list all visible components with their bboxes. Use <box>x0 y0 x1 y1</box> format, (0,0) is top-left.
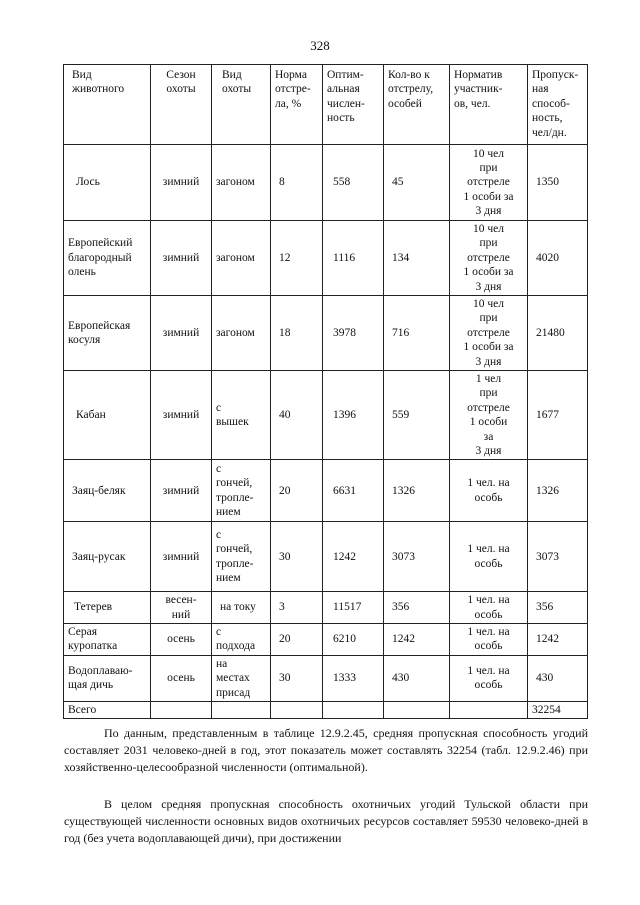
paragraph-1: По данным, представленным в таблице 12.9.2.45, средняя пропускная способность угодий составляет 2031 человеко-дней в год, этот показатель может составлять 32254 (табл. 12.9.2.46) при хозяйственно-целесообразной численности (оптимальной). <box>64 726 588 774</box>
cell-method: с гончей, тропле- нием <box>212 522 271 592</box>
cell-capacity: 4020 <box>528 221 588 296</box>
cell-rate: 30 <box>271 522 323 592</box>
total-value: 32254 <box>528 701 588 718</box>
table-row <box>64 460 588 522</box>
cell-season: зимний <box>151 145 212 221</box>
cell-method: с гончей, тропле- нием <box>212 460 271 522</box>
cell-participants: 1 чел. на особь <box>450 624 528 656</box>
header-animal: Вид животного <box>64 65 151 145</box>
cell-quota: 356 <box>384 592 450 624</box>
cell-optimal: 11517 <box>323 592 384 624</box>
cell-animal: Заяц-русак <box>64 522 151 592</box>
cell-animal: Кабан <box>64 371 151 460</box>
cell-optimal: 558 <box>323 145 384 221</box>
cell-optimal: 3978 <box>323 296 384 371</box>
cell-optimal: 1116 <box>323 221 384 296</box>
cell-participants: 10 чел при отстреле 1 особи за 3 дня <box>450 145 528 221</box>
page-number: 328 <box>310 38 330 53</box>
cell-rate: 30 <box>271 655 323 701</box>
cell-participants: 1 чел. на особь <box>450 592 528 624</box>
cell-rate: 20 <box>271 460 323 522</box>
cell-participants: 10 чел при отстреле 1 особи за 3 дня <box>450 296 528 371</box>
table-header-row <box>64 65 588 145</box>
cell-method: загоном <box>212 145 271 221</box>
cell-animal: Серая куропатка <box>64 624 151 656</box>
cell-animal: Водоплаваю- щая дичь <box>64 655 151 701</box>
cell-season: осень <box>151 624 212 656</box>
cell-animal: Тетерев <box>64 592 151 624</box>
table-row <box>64 522 588 592</box>
cell-optimal: 1242 <box>323 522 384 592</box>
cell-quota: 45 <box>384 145 450 221</box>
cell-participants: 1 чел при отстреле 1 особи за 3 дня <box>450 371 528 460</box>
cell-optimal: 6210 <box>323 624 384 656</box>
cell-quota: 134 <box>384 221 450 296</box>
cell-rate: 12 <box>271 221 323 296</box>
cell-participants: 10 чел при отстреле 1 особи за 3 дня <box>450 221 528 296</box>
cell-method: с подхода <box>212 624 271 656</box>
cell-participants: 1 чел. на особь <box>450 655 528 701</box>
header-season: Сезон охоты <box>151 65 212 145</box>
cell-season: зимний <box>151 296 212 371</box>
cell-season: зимний <box>151 460 212 522</box>
cell-quota: 716 <box>384 296 450 371</box>
cell-capacity: 1242 <box>528 624 588 656</box>
cell-participants: 1 чел. на особь <box>450 460 528 522</box>
table-row <box>64 592 588 624</box>
cell-rate: 40 <box>271 371 323 460</box>
cell-rate: 18 <box>271 296 323 371</box>
paragraph-2: В целом средняя пропускная способность охотничьих угодий Тульской области при существующей численности основных видов охотничьих ресурсов составляет 59530 человеко-дней в год (без учета водоплавающей дичи), при достижении <box>64 797 588 845</box>
cell-quota: 1242 <box>384 624 450 656</box>
cell-quota: 559 <box>384 371 450 460</box>
header-participants: Норматив участник- ов, чел. <box>450 65 528 145</box>
cell-capacity: 1326 <box>528 460 588 522</box>
total-label: Всего <box>64 701 151 718</box>
table-row <box>64 624 588 656</box>
cell-capacity: 21480 <box>528 296 588 371</box>
cell-optimal: 1396 <box>323 371 384 460</box>
table-row <box>64 371 588 460</box>
table-row <box>64 655 588 701</box>
cell-animal: Лось <box>64 145 151 221</box>
header-rate: Норма отстре- ла, % <box>271 65 323 145</box>
cell-quota: 430 <box>384 655 450 701</box>
cell-season: весен- ний <box>151 592 212 624</box>
cell-method: загоном <box>212 221 271 296</box>
cell-animal: Заяц-беляк <box>64 460 151 522</box>
table-row <box>64 221 588 296</box>
hunting-capacity-table <box>63 64 588 719</box>
cell-rate: 20 <box>271 624 323 656</box>
cell-season: зимний <box>151 522 212 592</box>
header-capacity: Пропуск- ная способ- ность, чел/дн. <box>528 65 588 145</box>
header-method: Вид охоты <box>212 65 271 145</box>
cell-capacity: 356 <box>528 592 588 624</box>
table-total-row <box>64 701 588 718</box>
cell-participants: 1 чел. на особь <box>450 522 528 592</box>
cell-capacity: 1350 <box>528 145 588 221</box>
cell-method: с вышек <box>212 371 271 460</box>
header-quota: Кол-во к отстрелу, особей <box>384 65 450 145</box>
cell-capacity: 1677 <box>528 371 588 460</box>
table-row <box>64 296 588 371</box>
cell-rate: 8 <box>271 145 323 221</box>
cell-capacity: 430 <box>528 655 588 701</box>
cell-rate: 3 <box>271 592 323 624</box>
cell-animal: Европейский благородный олень <box>64 221 151 296</box>
cell-animal: Европейская косуля <box>64 296 151 371</box>
cell-optimal: 1333 <box>323 655 384 701</box>
cell-method: на местах присад <box>212 655 271 701</box>
table-row <box>64 145 588 221</box>
cell-season: зимний <box>151 221 212 296</box>
cell-capacity: 3073 <box>528 522 588 592</box>
cell-season: зимний <box>151 371 212 460</box>
cell-method: загоном <box>212 296 271 371</box>
cell-season: осень <box>151 655 212 701</box>
cell-method: на току <box>212 592 271 624</box>
cell-quota: 3073 <box>384 522 450 592</box>
header-optimal: Оптим- альная числен- ность <box>323 65 384 145</box>
cell-optimal: 6631 <box>323 460 384 522</box>
cell-quota: 1326 <box>384 460 450 522</box>
